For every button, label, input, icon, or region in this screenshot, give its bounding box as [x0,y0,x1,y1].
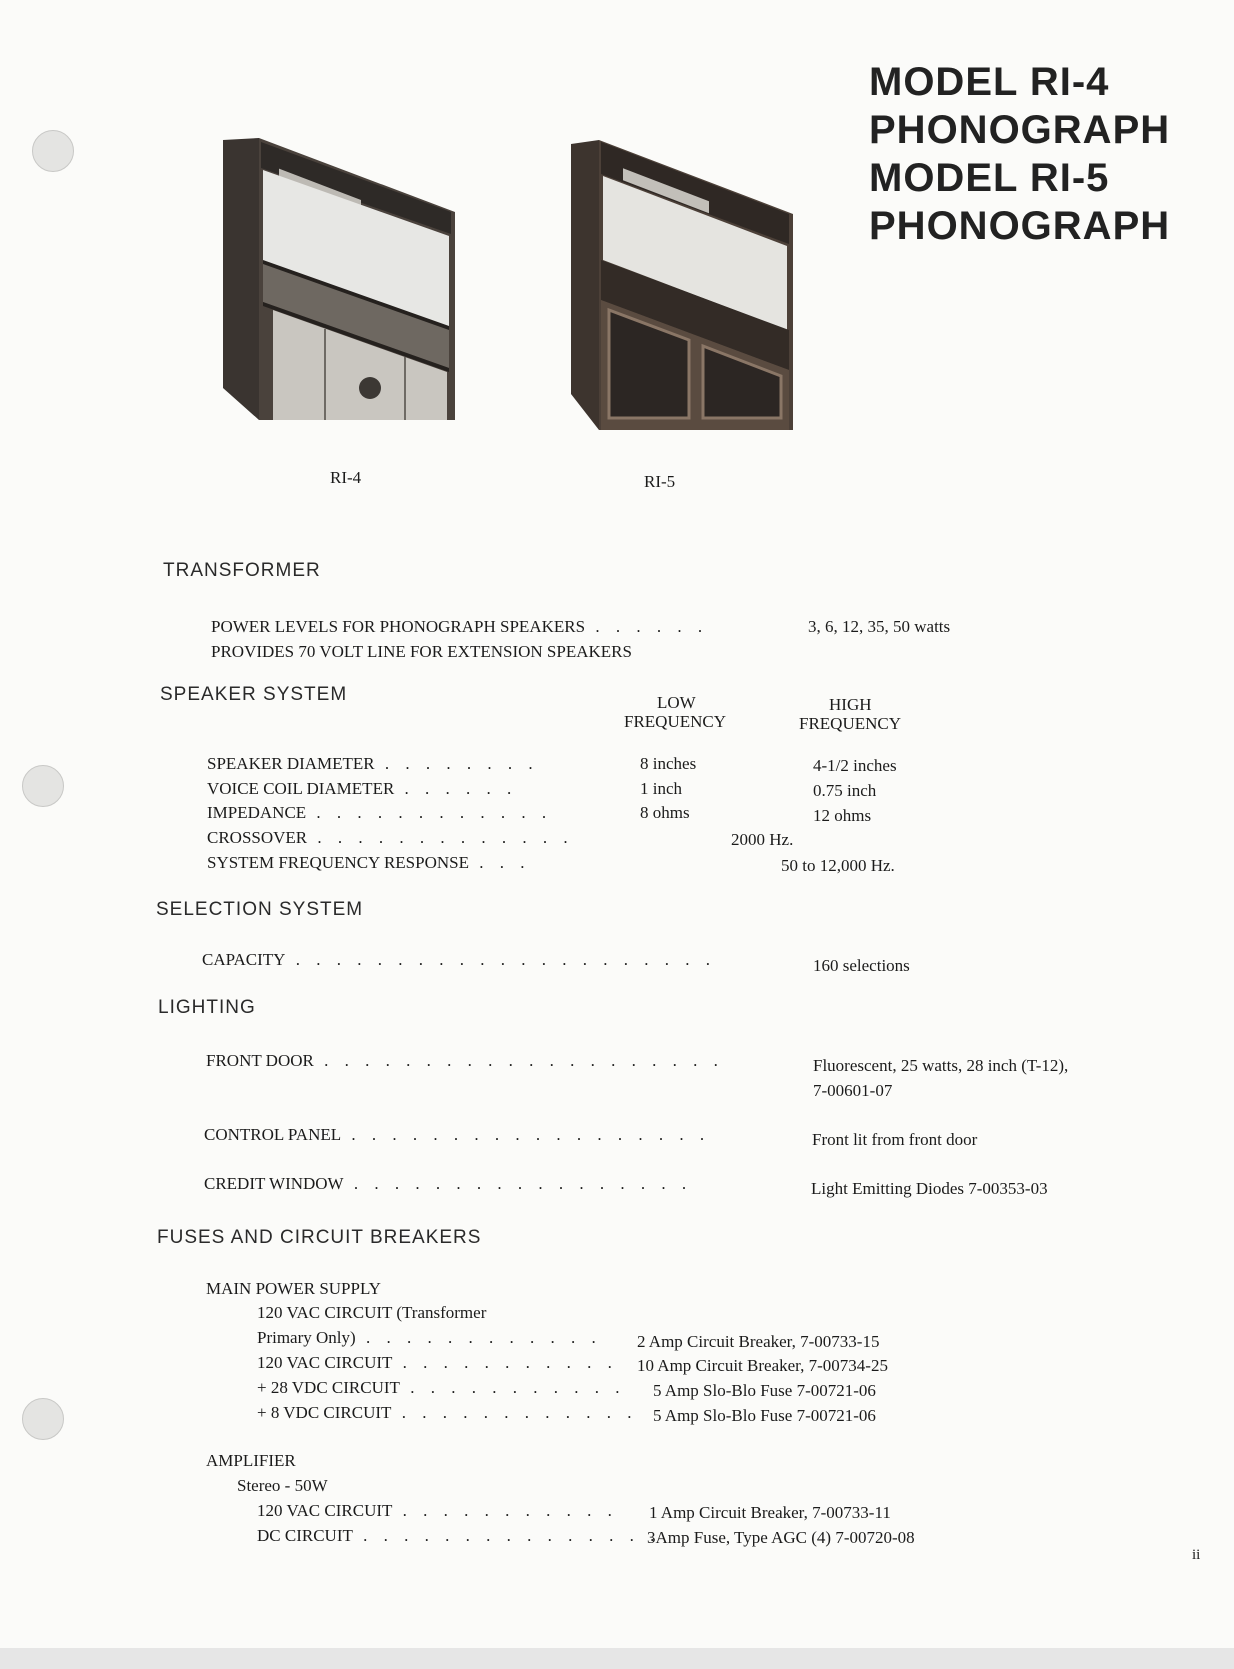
circuit-8vdc-label: + 8 VDC CIRCUIT . . . . . . . . . . . . [257,1403,638,1422]
title-line-2: PHONOGRAPH [869,108,1171,152]
circuit-8vdc-value: 5 Amp Slo-Blo Fuse 7-00721-06 [653,1406,876,1425]
speaker-diameter-high: 4-1/2 inches [813,756,897,775]
amp-120vac-label-text: 120 VAC CIRCUIT [257,1501,393,1520]
credit-window-label-text: CREDIT WINDOW [204,1174,344,1193]
page-number: ii [1192,1547,1201,1563]
voice-coil-label-text: VOICE COIL DIAMETER [207,779,395,798]
frequency-response-value: 50 to 12,000 Hz. [781,856,895,875]
binder-hole-top [32,130,74,172]
circuit-28vdc-label-text: + 28 VDC CIRCUIT [257,1378,400,1397]
voice-coil-label: VOICE COIL DIAMETER . . . . . . [207,779,518,798]
impedance-label: IMPEDANCE . . . . . . . . . . . . [207,803,553,822]
col-high-header-2: FREQUENCY [799,714,902,733]
amp-120vac-value: 1 Amp Circuit Breaker, 7-00733-11 [649,1503,891,1522]
credit-window-label: CREDIT WINDOW . . . . . . . . . . . . . . . . . [204,1174,693,1193]
ri4-jukebox-image [215,130,465,430]
extension-line-label: PROVIDES 70 VOLT LINE FOR EXTENSION SPEAKERS [211,642,632,661]
circuit-120vac-value: 10 Amp Circuit Breaker, 7-00734-25 [637,1356,888,1375]
section-heading-lighting: LIGHTING [158,997,256,1018]
circuit-120vac-label: 120 VAC CIRCUIT . . . . . . . . . . . [257,1353,618,1372]
page-title [869,58,1170,250]
crossover-label: CROSSOVER . . . . . . . . . . . . . [207,828,574,847]
section-heading-transformer: TRANSFORMER [163,560,321,581]
page-edge [0,1648,1234,1669]
title-line-3: MODEL RI-5 [869,156,1110,200]
power-levels-label: POWER LEVELS FOR PHONOGRAPH SPEAKERS . . . . . . [211,617,709,636]
circuit-28vdc-label: + 28 VDC CIRCUIT . . . . . . . . . . . [257,1378,626,1397]
voice-coil-high: 0.75 inch [813,781,877,800]
frequency-response-label: SYSTEM FREQUENCY RESPONSE . . . [207,853,531,872]
amp-dc-label-text: DC CIRCUIT [257,1526,353,1545]
front-door-value-1: Fluorescent, 25 watts, 28 inch (T-12), [813,1056,1069,1075]
control-panel-label: CONTROL PANEL . . . . . . . . . . . . . . . . . . [204,1125,711,1144]
speaker-diameter-low: 8 inches [640,754,697,773]
section-heading-selection: SELECTION SYSTEM [156,899,364,920]
capacity-label-text: CAPACITY [202,950,286,969]
col-low-header-1: LOW [657,693,696,712]
circuit-120vac-primary-label-1: 120 VAC CIRCUIT (Transformer [257,1303,487,1322]
section-heading-speaker: SPEAKER SYSTEM [160,684,348,705]
capacity-value: 160 selections [813,956,910,975]
amp-dc-value: 3Amp Fuse, Type AGC (4) 7-00720-08 [647,1528,915,1547]
binder-hole-middle [22,765,64,807]
stereo-label: Stereo - 50W [237,1476,328,1495]
circuit-120vac-primary-value: 2 Amp Circuit Breaker, 7-00733-15 [637,1332,880,1351]
section-heading-fuses: FUSES AND CIRCUIT BREAKERS [157,1227,482,1248]
title-line-4: PHONOGRAPH [869,204,1171,248]
capacity-label: CAPACITY . . . . . . . . . . . . . . . . . . . . . [202,950,716,969]
ri5-caption: RI-5 [644,472,676,491]
speaker-diameter-label: SPEAKER DIAMETER . . . . . . . . [207,754,539,773]
circuit-120vac-primary-label-2-text: Primary Only) [257,1328,356,1347]
title-line-1: MODEL RI-4 [869,60,1110,104]
speaker-diameter-label-text: SPEAKER DIAMETER [207,754,375,773]
impedance-label-text: IMPEDANCE [207,803,307,822]
col-high-header-1: HIGH [829,695,872,714]
amp-dc-label: DC CIRCUIT . . . . . . . . . . . . . . . [257,1526,661,1545]
binder-hole-bottom [22,1398,64,1440]
credit-window-value: Light Emitting Diodes 7-00353-03 [811,1179,1048,1198]
circuit-120vac-label-text: 120 VAC CIRCUIT [257,1353,393,1372]
circuit-8vdc-label-text: + 8 VDC CIRCUIT [257,1403,392,1422]
amplifier-label: AMPLIFIER [206,1451,296,1470]
impedance-low: 8 ohms [640,803,690,822]
ri4-caption: RI-4 [330,468,362,487]
front-door-value-2: 7-00601-07 [813,1081,893,1100]
circuit-28vdc-value: 5 Amp Slo-Blo Fuse 7-00721-06 [653,1381,876,1400]
frequency-response-label-text: SYSTEM FREQUENCY RESPONSE [207,853,469,872]
control-panel-value: Front lit from front door [812,1130,978,1149]
power-levels-label-text: POWER LEVELS FOR PHONOGRAPH SPEAKERS [211,617,586,636]
crossover-value: 2000 Hz. [731,830,794,849]
circuit-120vac-primary-label-2: Primary Only) . . . . . . . . . . . . [257,1328,602,1347]
ri5-jukebox-image [565,134,800,434]
main-power-supply-label: MAIN POWER SUPPLY [206,1279,381,1298]
col-low-header-2: FREQUENCY [624,712,727,731]
impedance-high: 12 ohms [813,806,872,825]
front-door-label: FRONT DOOR . . . . . . . . . . . . . . . . . . . . [206,1051,724,1070]
power-levels-value: 3, 6, 12, 35, 50 watts [808,617,951,636]
voice-coil-low: 1 inch [640,779,683,798]
front-door-label-text: FRONT DOOR [206,1051,314,1070]
control-panel-label-text: CONTROL PANEL [204,1125,342,1144]
crossover-label-text: CROSSOVER [207,828,308,847]
amp-120vac-label: 120 VAC CIRCUIT . . . . . . . . . . . [257,1501,618,1520]
